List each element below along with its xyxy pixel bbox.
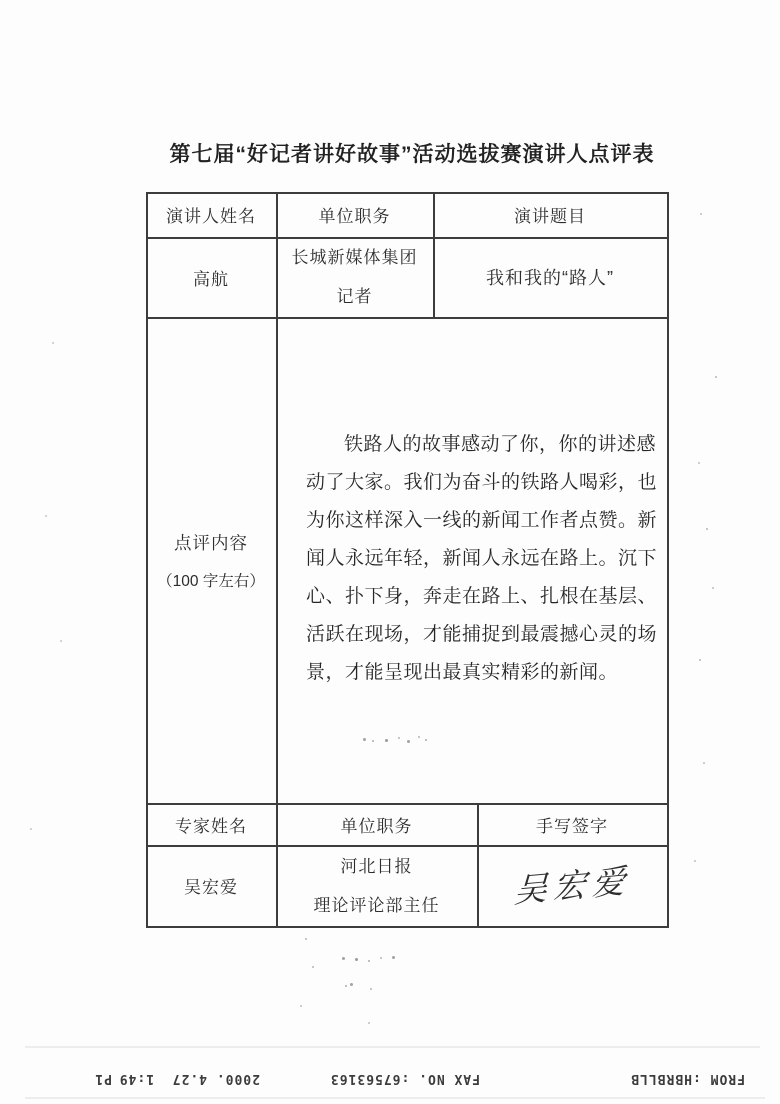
- expert-unit-line2: 理论评论部主任: [313, 895, 440, 915]
- table-border-line: [667, 192, 669, 928]
- fax-number: FAX NO. :67563163: [329, 1071, 480, 1086]
- expert-name-value: 吴宏爱: [184, 878, 238, 897]
- comment-text: 铁路人的故事感动了你，你的讲述感动了大家。我们为奋斗的铁路人喝彩，也为你这样深入一线的新闻工作者点赞。新闻人永远年轻，新闻人永远在路上。沉下心、扑下身，奔走在路上、扎根在基层、活跃在现场，才能捕捉到最震撼心灵的场景，才能呈现出最真实精彩的新闻。: [306, 434, 658, 683]
- expert-unit-value: [276, 845, 477, 926]
- speaker-name-value: 高航: [193, 269, 229, 289]
- header-expert-unit: 单位职务: [340, 816, 413, 836]
- fax-datetime: 2000. 4.27 1:49: [118, 1071, 260, 1086]
- comment-label-line2: （100 字左右）: [157, 572, 265, 590]
- speaker-unit-line2: 记者: [336, 287, 373, 306]
- comment-label-cell: [146, 317, 276, 803]
- document-title: 第七届“好记者讲好故事”活动选拔赛演讲人点评表: [169, 143, 655, 166]
- fax-from: FROM :HBRBLLB: [630, 1071, 745, 1086]
- speech-topic-value: 我和我的“路人”: [486, 268, 614, 288]
- fax-page-number: P1: [94, 1071, 112, 1086]
- fax-header-rotated: [0, 1064, 780, 1090]
- signature-cell: [477, 845, 667, 926]
- expert-unit-line1: 河北日报: [340, 856, 413, 876]
- header-speech-topic: 演讲题目: [514, 207, 586, 226]
- header-handwritten-signature: 手写签字: [536, 816, 608, 836]
- scan-streak: [25, 1097, 765, 1099]
- handwritten-signature: 吴宏爱: [512, 861, 632, 910]
- speaker-unit-value: [276, 237, 433, 317]
- header-unit-title: 单位职务: [318, 207, 391, 226]
- comment-label-line1: 点评内容: [174, 532, 248, 553]
- table-border-line: [146, 926, 669, 928]
- speaker-unit-line1: 长城新媒体集团: [291, 248, 418, 267]
- header-speaker-name: 演讲人姓名: [166, 207, 256, 226]
- header-expert-name: 专家姓名: [175, 816, 247, 836]
- scan-streak: [25, 1046, 760, 1048]
